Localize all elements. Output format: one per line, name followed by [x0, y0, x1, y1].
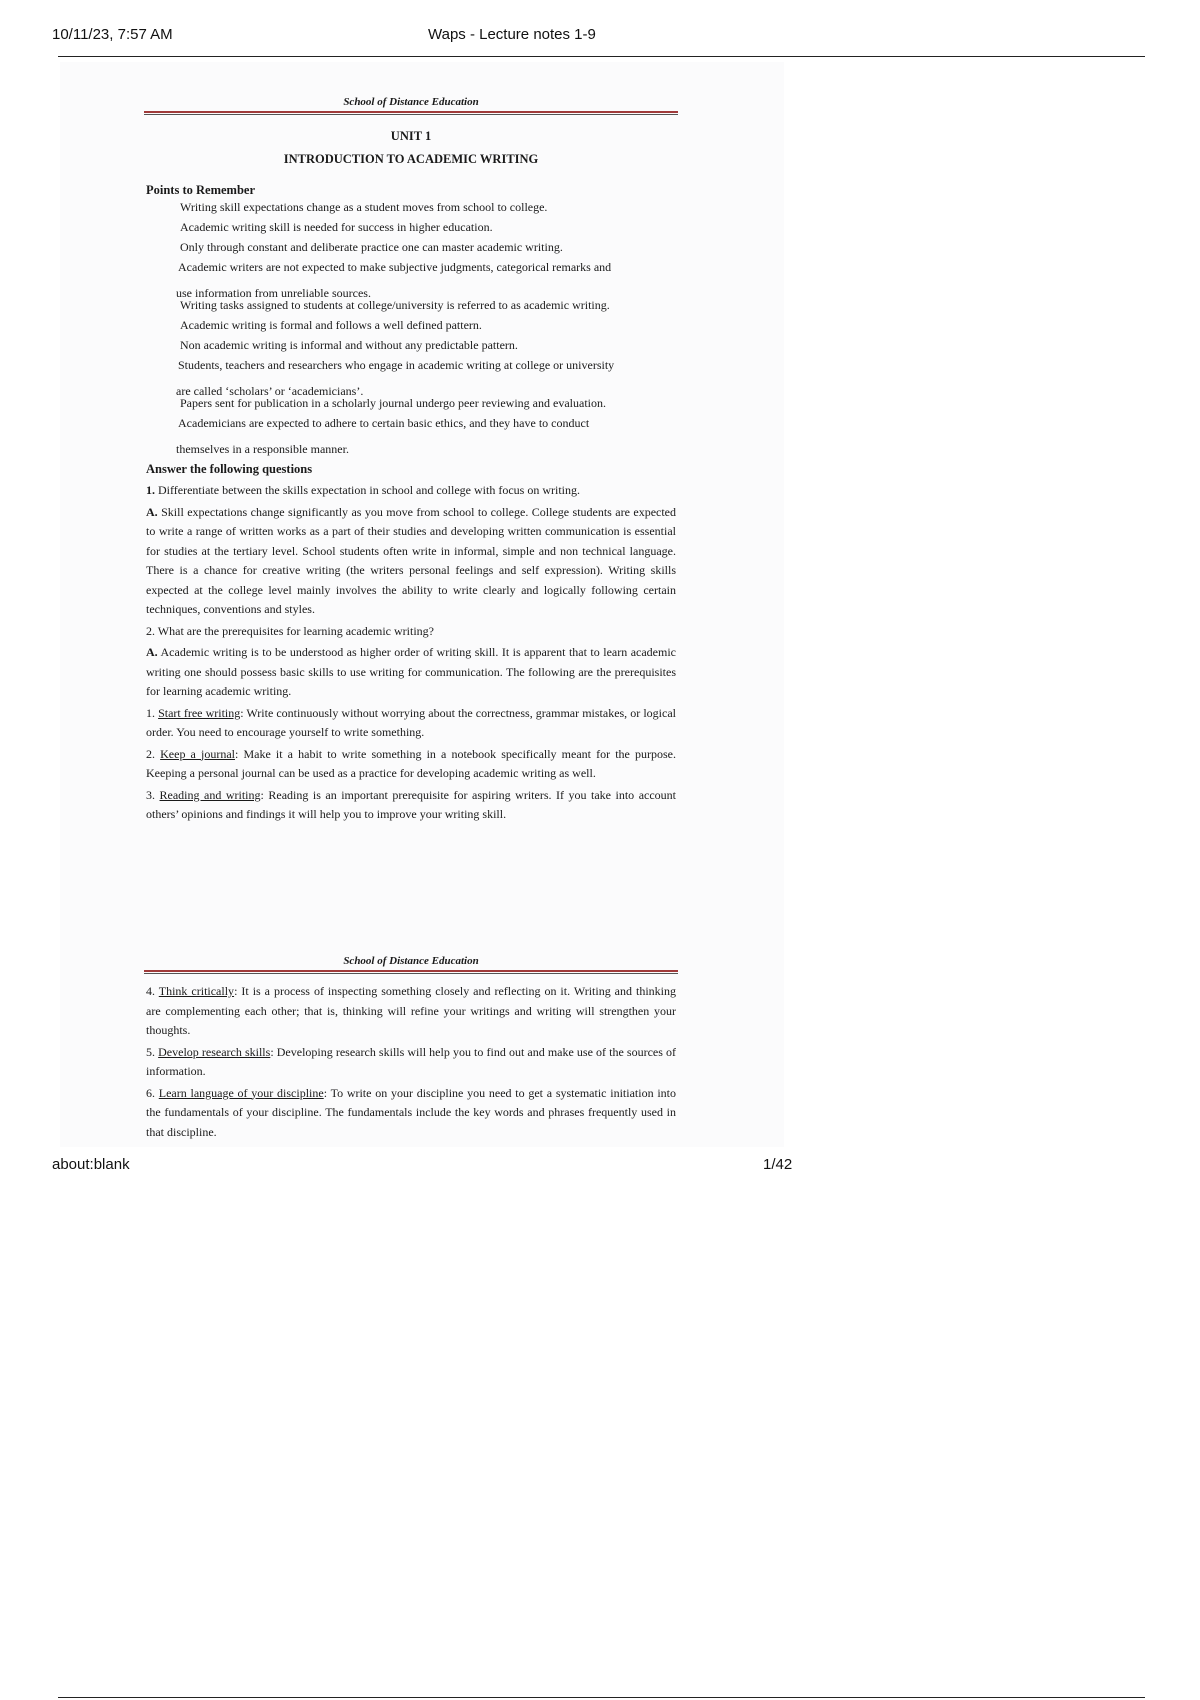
prerequisite-item-2	[146, 745, 676, 784]
school-running-head: School of Distance Education	[343, 955, 479, 967]
question-number: 1.	[146, 483, 155, 497]
print-page-number: 1/42	[763, 1156, 793, 1173]
print-title: Waps - Lecture notes 1-9	[428, 26, 596, 43]
question-text: Differentiate between the skills expectation in school and college with focus on writing.	[158, 483, 580, 497]
page-2	[146, 955, 676, 1144]
question-number: 2.	[146, 623, 155, 638]
answer-label: A.	[146, 645, 158, 659]
item-text: : To write on your discipline you need to get a systematic initiation into the fundamentals of your discipline. The fundamentals include the key words and phrases frequently used in that discipline.	[146, 1085, 676, 1139]
list-item: Academic writing is formal and follows a well defined pattern.	[180, 318, 482, 332]
point-text-continued: use information from unreliable sources.	[176, 286, 371, 300]
unit-number: UNIT 1	[390, 129, 432, 143]
list-item: Academic writing skill is needed for success in higher education.	[180, 220, 493, 234]
school-running-head: School of Distance Education	[343, 96, 479, 108]
running-head-rule	[144, 970, 678, 974]
document-page-image	[60, 62, 784, 1147]
answer-1	[146, 503, 676, 620]
point-text: Academicians are expected to adhere to certain basic ethics, and they have to conduct	[178, 416, 590, 430]
prerequisite-item-6	[146, 1084, 676, 1143]
point-text: Students, teachers and researchers who engage in academic writing at college or university	[178, 358, 615, 372]
list-item: Writing skill expectations change as a student moves from school to college.	[180, 200, 548, 214]
item-number: 4.	[146, 984, 155, 998]
points-heading: Points to Remember	[146, 183, 255, 197]
question-text: What are the prerequisites for learning academic writing?	[157, 623, 435, 638]
list-item: Papers sent for publication in a scholarly journal undergo peer reviewing and evaluation.	[180, 396, 606, 410]
item-term: Keep a journal	[160, 746, 235, 761]
list-item	[146, 358, 676, 399]
answer-heading: Answer the following questions	[146, 462, 313, 476]
unit-title: INTRODUCTION TO ACADEMIC WRITING	[283, 152, 539, 166]
item-number: 6.	[146, 1085, 155, 1100]
answer-2	[146, 643, 676, 702]
item-term: Learn language of your discipline	[158, 1085, 324, 1100]
item-text: : Developing research skills will help you to find out and make use of the sources of information.	[146, 1044, 677, 1078]
footer-divider	[58, 1697, 1145, 1698]
question-1	[146, 481, 676, 501]
list-item	[146, 260, 676, 301]
item-term: Think critically	[158, 984, 235, 998]
list-item: Non academic writing is informal and without any predictable pattern.	[180, 338, 518, 352]
list-item	[146, 416, 676, 457]
item-term: Start free writing	[158, 705, 241, 720]
point-text-continued: are called ‘scholars’ or ‘academicians’.	[176, 384, 364, 398]
point-text-continued: themselves in a responsible manner.	[176, 442, 349, 456]
print-datetime: 10/11/23, 7:57 AM	[52, 26, 173, 43]
question-2	[146, 622, 676, 642]
item-number: 5.	[146, 1044, 155, 1059]
item-text: : Write continuously without worrying about the correctness, grammar mistakes, or logical order. You need to encourage yourself to write something.	[146, 705, 677, 739]
item-term: Develop research skills	[158, 1044, 271, 1059]
running-head-rule	[144, 111, 678, 115]
header-divider	[58, 56, 1145, 57]
print-header	[52, 26, 1148, 48]
prerequisite-item-1	[146, 704, 676, 743]
item-number: 2.	[146, 746, 155, 761]
list-item: Only through constant and deliberate practice one can master academic writing.	[180, 240, 563, 254]
answer-label: A.	[146, 504, 158, 519]
point-text: Academic writers are not expected to make subjective judgments, categorical remarks and	[178, 260, 612, 274]
points-list	[146, 200, 676, 457]
item-text: : It is a process of inspecting something closely and reflecting on it. Writing and thinking are complementing each other; that is, thinking will refine your writings and writing will strengthen your thoughts.	[146, 984, 676, 1037]
list-item: Writing tasks assigned to students at college/university is referred to as academic writing.	[180, 298, 610, 312]
item-number: 3.	[146, 787, 155, 802]
prerequisite-item-4	[146, 982, 676, 1041]
answer-text: Skill expectations change significantly as you move from school to college. College students are expected to write a range of written works as a part of their studies and developing written communication is essential for studies at the tertiary level. School students often write in informal, simple and non technical language. There is a chance for creative writing (the writers personal feelings and self expression). Writing skills expected at the college level mainly involves the ability to write clearly and logically following certain techniques, conventions and styles.	[146, 504, 677, 616]
prerequisite-item-5	[146, 1043, 676, 1082]
page-1	[146, 96, 676, 827]
item-text: : Make it a habit to write something in a notebook specifically meant for the purpose. Keeping a personal journal can be used as a practice for developing academic writing as well.	[146, 746, 676, 780]
prerequisite-item-3	[146, 786, 676, 825]
item-term: Reading and writing	[159, 787, 261, 802]
item-text: : Reading is an important prerequisite for aspiring writers. If you take into account others’ opinions and findings it will help you to improve your writing skill.	[146, 787, 677, 821]
print-url: about:blank	[52, 1156, 130, 1173]
item-number: 1.	[146, 705, 155, 720]
answer-text: Academic writing is to be understood as higher order of writing skill. It is apparent that to learn academic writing one should possess basic skills to use writing for communication. The following are the prerequisites for learning academic writing.	[146, 645, 676, 698]
